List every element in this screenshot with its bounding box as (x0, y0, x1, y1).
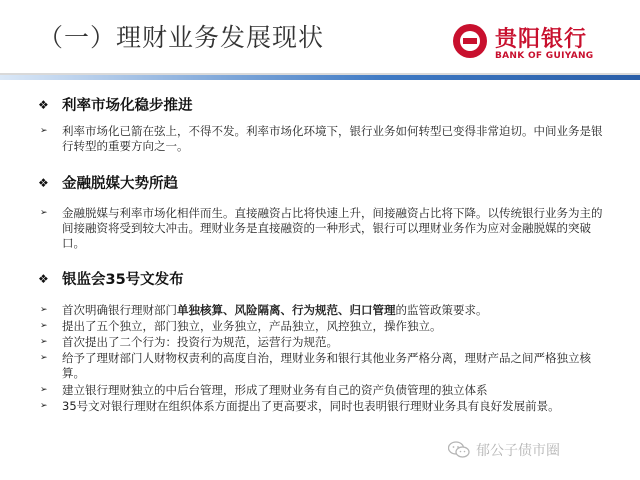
arrow-bullet-icon: ➢ (40, 353, 48, 363)
arrow-bullet-icon: ➢ (40, 337, 48, 347)
section-heading-text: 金融脱媒大势所趋 (62, 176, 178, 192)
list-item-text: 金融脱媒与利率市场化相伴而生。直接融资占比将快速上升，间接融资占比将下降。以传统银行业务为主的间接融资将受到较大冲击。理财业务是直接融资的一种形式，银行可以理财业务作为应对金融脱媒的突破口。 (62, 206, 603, 250)
diamond-bullet-icon: ❖ (38, 271, 49, 286)
header-accent-bar (0, 75, 640, 80)
section-heading (38, 268, 184, 289)
watermark (448, 438, 628, 462)
list-item-text: 提出了五个独立，部门独立，业务独立，产品独立，风控独立，操作独立。 (62, 319, 442, 333)
logo-name-en: BANK OF GUIYANG (495, 51, 594, 61)
wechat-icon (448, 441, 470, 459)
arrow-bullet-icon: ➢ (40, 321, 48, 331)
diamond-bullet-icon: ❖ (38, 97, 49, 112)
watermark-text: 郁公子债市圈 (476, 443, 560, 459)
arrow-bullet-icon: ➢ (40, 305, 48, 315)
list-item (40, 351, 610, 381)
arrow-bullet-icon: ➢ (40, 208, 48, 218)
list-item-text: 利率市场化已箭在弦上，不得不发。利率市场化环境下，银行业务如何转型已变得非常迫切。中间业务是银行转型的重要方向之一。 (62, 124, 603, 153)
emphasis-text: 单独核算、风险隔离、行为规范、归口管理 (177, 303, 396, 317)
bank-logo (453, 20, 623, 70)
page-title: （一）理财业务发展现状 (38, 23, 325, 52)
section-heading (38, 94, 193, 115)
list-item (40, 335, 610, 350)
list-item-text: 给予了理财部门人财物权责利的高度自治，理财业务和银行其他业务严格分离，理财产品之间严格独立核算。 (62, 351, 591, 380)
list-item-text: 首次提出了二个行为：投资行为规范，运营行为规范。 (62, 335, 338, 349)
list-item (40, 399, 610, 414)
arrow-bullet-icon: ➢ (40, 385, 48, 395)
bank-logo-icon (453, 24, 487, 58)
list-item-text: 首次明确银行理财部门单独核算、风险隔离、行为规范、归口管理的监管政策要求。 (62, 303, 488, 317)
arrow-bullet-icon: ➢ (40, 401, 48, 411)
list-item (40, 303, 610, 318)
list-item (40, 383, 610, 398)
diamond-bullet-icon: ❖ (38, 175, 49, 190)
section-heading (38, 172, 178, 193)
logo-name-cn: 贵阳银行 (495, 27, 588, 52)
list-item (40, 124, 610, 154)
list-item-text: 建立银行理财独立的中后台管理，形成了理财业务有自己的资产负债管理的独立体系 (62, 383, 488, 397)
list-item (40, 319, 610, 334)
arrow-bullet-icon: ➢ (40, 126, 48, 136)
list-item (40, 206, 610, 251)
list-item-text: 35号文对银行理财在组织体系方面提出了更高要求，同时也表明银行理财业务具有良好发展前景。 (62, 399, 560, 413)
section-heading-text: 利率市场化稳步推进 (62, 98, 193, 114)
section-heading-text: 银监会35号文发布 (62, 272, 184, 288)
